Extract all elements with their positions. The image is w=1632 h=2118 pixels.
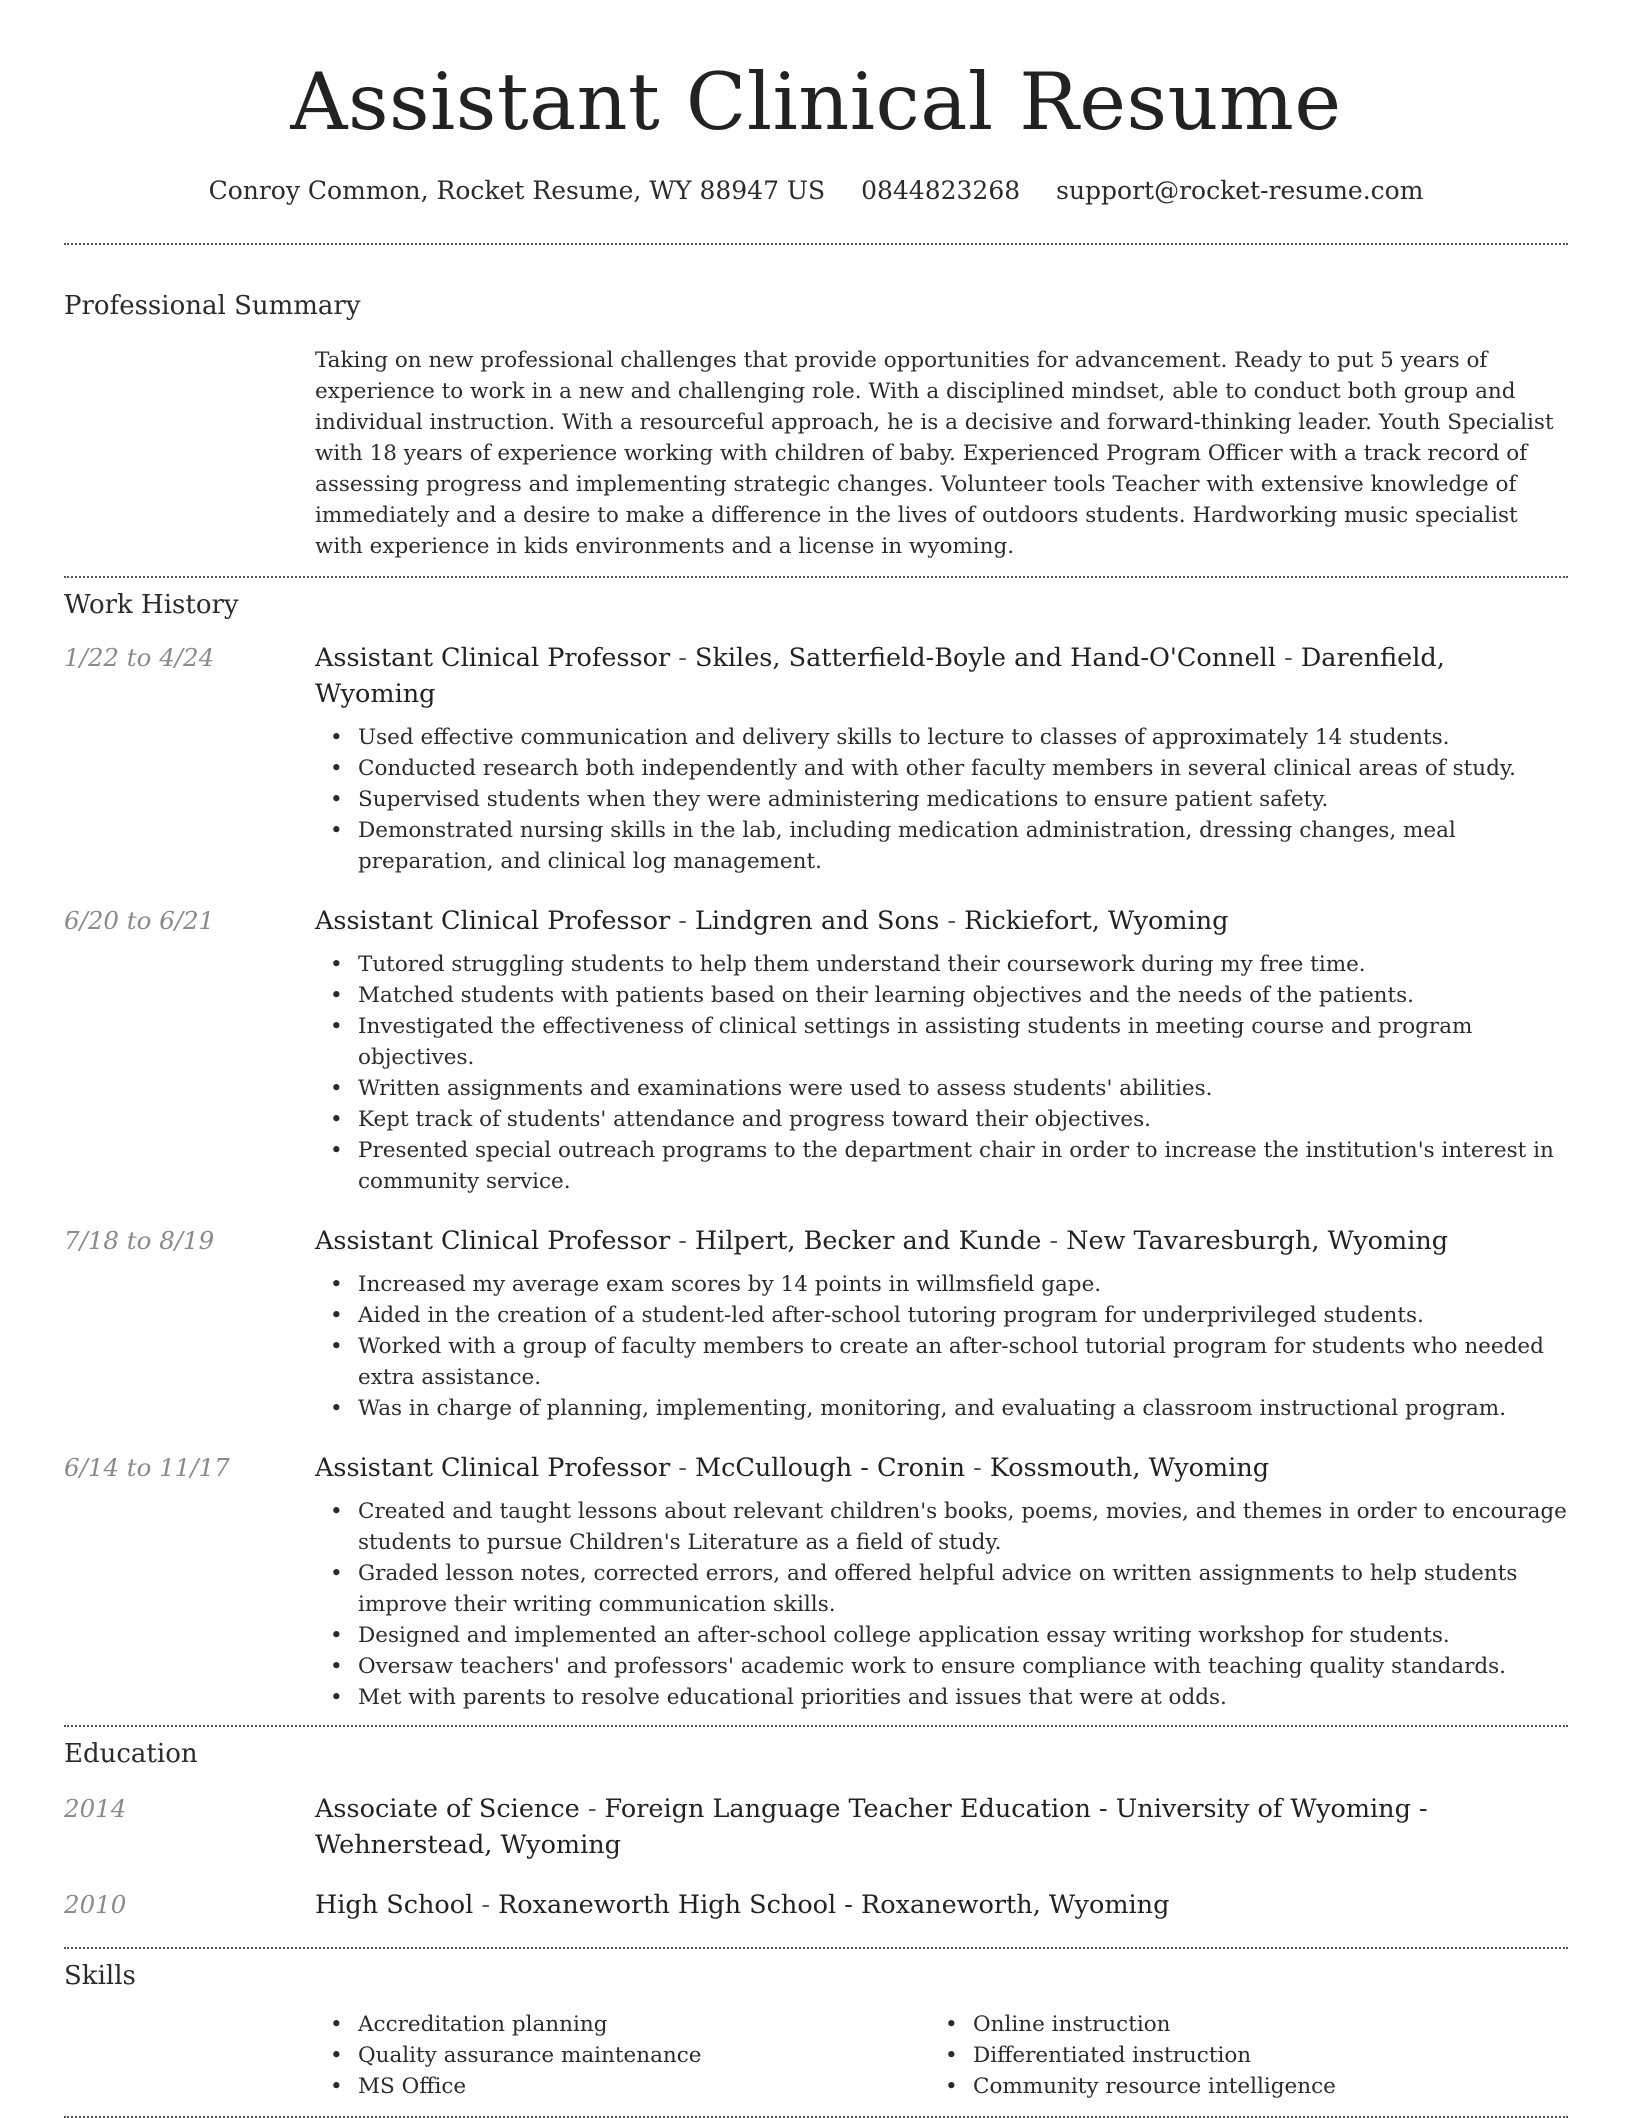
list-item: • Written assignments and examinations were used to assess students' abilities.: [358, 1073, 1568, 1104]
job-title: [315, 1450, 1568, 1486]
job-company: Lindgren and Sons: [694, 906, 940, 936]
list-item: • Kept track of students' attendance and progress toward their objectives.: [358, 1104, 1568, 1135]
list-item: • Designed and implemented an after-school college application essay writing workshop for students.: [358, 1620, 1568, 1651]
list-item: • Used effective communication and delivery skills to lecture to classes of approximately 14 students.: [358, 722, 1568, 753]
list-item: • Created and taught lessons about relevant children's books, poems, movies, and themes in order to encourage students to pursue Children's Literature as a field of study.: [358, 1496, 1568, 1558]
separator: -: [1041, 1226, 1067, 1256]
education-degree: High School: [315, 1890, 474, 1920]
contact-address: Conroy Common, Rocket Resume, WY 88947 US: [208, 176, 826, 205]
resume-title: Assistant Clinical Resume: [290, 56, 1342, 148]
job-title: [315, 1223, 1568, 1259]
section-heading: Work History: [64, 590, 239, 620]
job-entry: [64, 903, 1568, 1197]
contact-email: support@rocket-resume.com: [1056, 176, 1424, 205]
separator: -: [670, 1453, 695, 1483]
professional-summary-section: [64, 245, 1568, 576]
education-degree: Associate of Science: [315, 1794, 580, 1824]
job-dates: 7/18 to 8/19: [64, 1226, 215, 1255]
separator: -: [1275, 643, 1301, 673]
education-title: [315, 1791, 1568, 1863]
list-item: • Was in charge of planning, implementing, monitoring, and evaluating a classroom instructional program.: [358, 1393, 1568, 1424]
skill-item: • Quality assurance maintenance: [358, 2040, 930, 2071]
contact-phone: 0844823268: [861, 176, 1021, 205]
education-entry: [64, 1791, 1568, 1863]
job-company: Skiles, Satterfield-Boyle and Hand-O'Connell: [694, 643, 1276, 673]
skill-item: • Community resource intelligence: [973, 2071, 1545, 2102]
section-heading: Education: [64, 1739, 198, 1769]
separator: -: [670, 1226, 695, 1256]
list-item: • Increased my average exam scores by 14 points in willmsfield gape.: [358, 1269, 1568, 1300]
job-dates: 6/14 to 11/17: [64, 1453, 230, 1482]
education-detail: Foreign Language Teacher Education - University of Wyoming - Wehnerstead, Wyoming: [315, 1794, 1428, 1860]
education-section: [64, 1727, 1568, 1923]
list-item: • Matched students with patients based on their learning objectives and the needs of the patients.: [358, 980, 1568, 1011]
separator: -: [965, 1453, 990, 1483]
job-bullets: [315, 1496, 1568, 1713]
job-role: Assistant Clinical Professor: [315, 1453, 671, 1483]
list-item: • Tutored struggling students to help them understand their coursework during my free time.: [358, 949, 1568, 980]
separator: -: [939, 906, 965, 936]
work-history-section: [64, 578, 1568, 1713]
job-entry: [64, 1450, 1568, 1713]
job-dates: 6/20 to 6/21: [64, 906, 215, 935]
skill-item: • Differentiated instruction: [973, 2040, 1545, 2071]
job-company: Hilpert, Becker and Kunde: [694, 1226, 1042, 1256]
job-role: Assistant Clinical Professor: [315, 643, 671, 673]
skills-column-left: [315, 2009, 930, 2102]
list-item: • Demonstrated nursing skills in the lab, including medication administration, dressing changes, meal preparation, and clinical log management.: [358, 815, 1568, 877]
skill-item: • MS Office: [358, 2071, 930, 2102]
skill-item: • Accreditation planning: [358, 2009, 930, 2040]
list-item: • Oversaw teachers' and professors' academic work to ensure compliance with teaching quality standards.: [358, 1651, 1568, 1682]
job-location: Kossmouth, Wyoming: [989, 1453, 1270, 1483]
job-location: Rickiefort, Wyoming: [964, 906, 1229, 936]
skills-column-right: [930, 2009, 1545, 2102]
skills-grid: [315, 2009, 1568, 2116]
job-title: [315, 903, 1568, 939]
list-item: • Presented special outreach programs to the department chair in order to increase the institution's interest in community service.: [358, 1135, 1568, 1197]
skill-item: • Online instruction: [973, 2009, 1545, 2040]
separator: -: [473, 1890, 499, 1920]
list-item: • Investigated the effectiveness of clinical settings in assisting students in meeting course and program objectives.: [358, 1011, 1568, 1073]
list-item: • Aided in the creation of a student-led after-school tutoring program for underprivileged students.: [358, 1300, 1568, 1331]
job-role: Assistant Clinical Professor: [315, 906, 671, 936]
education-year: 2010: [64, 1890, 127, 1919]
list-item: • Conducted research both independently and with other faculty members in several clinical areas of study.: [358, 753, 1568, 784]
separator: -: [579, 1794, 605, 1824]
job-location: Darenfield, Wyoming: [315, 643, 1445, 709]
job-bullets: [315, 949, 1568, 1197]
education-year: 2014: [64, 1794, 127, 1823]
job-bullets: [315, 722, 1568, 877]
education-title: [315, 1887, 1568, 1923]
education-entry: [64, 1887, 1568, 1923]
job-dates: 1/22 to 4/24: [64, 643, 215, 672]
job-bullets: [315, 1269, 1568, 1424]
section-heading: Skills: [64, 1961, 136, 1991]
skills-section: [64, 1949, 1568, 2116]
job-location: New Tavaresburgh, Wyoming: [1066, 1226, 1449, 1256]
job-entry: [64, 1223, 1568, 1424]
section-heading: Professional Summary: [64, 291, 361, 321]
list-item: • Graded lesson notes, corrected errors, and offered helpful advice on written assignments to help students improve their writing communication skills.: [358, 1558, 1568, 1620]
education-detail: Roxaneworth High School - Roxaneworth, Wyoming: [498, 1890, 1170, 1920]
job-entry: [64, 640, 1568, 877]
separator: -: [670, 906, 695, 936]
summary-text: Taking on new professional challenges that provide opportunities for advancement. Ready to put 5 years of experience to work in a new and challenging role. With a disciplined mindset, able to conduct both group and individual instruction. With a resourceful approach, he is a decisive and forward-thinking leader. Youth Specialist with 18 years of experience working with children of baby. Experienced Program Officer with a track record of assessing progress and implementing strategic changes. Volunteer tools Teacher with extensive knowledge of immediately and a desire to make a difference in the lives of outdoors students. Hardworking music specialist with experience in kids environments and a license in wyoming.: [315, 348, 1554, 559]
list-item: • Supervised students when they were administering medications to ensure patient safety.: [358, 784, 1568, 815]
resume-page: [64, 0, 1568, 2118]
job-title: [315, 640, 1568, 712]
job-company: McCullough - Cronin: [694, 1453, 966, 1483]
contact-line: [64, 174, 1568, 208]
job-role: Assistant Clinical Professor: [315, 1226, 671, 1256]
separator: -: [670, 643, 695, 673]
list-item: • Worked with a group of faculty members to create an after-school tutorial program for students who needed extra assistance.: [358, 1331, 1568, 1393]
list-item: • Met with parents to resolve educational priorities and issues that were at odds.: [358, 1682, 1568, 1713]
